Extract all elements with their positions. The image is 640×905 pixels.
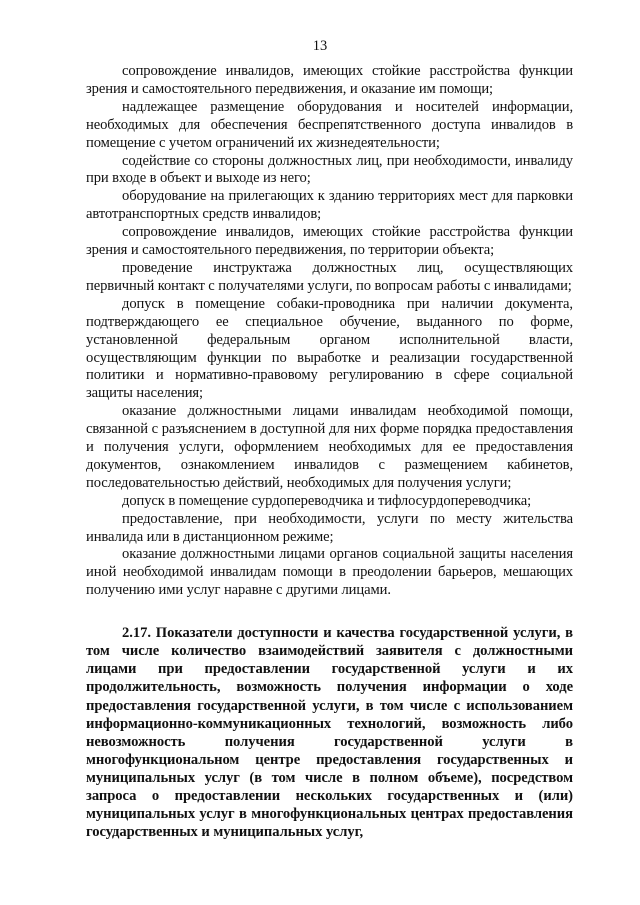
paragraph-10: предоставление, при необходимости, услуги по месту жительства инвалида или в дистанционном режиме; xyxy=(86,510,573,545)
paragraph-8: оказание должностными лицами инвалидам необходимой помощи, связанной с разъяснением в доступной для них форме порядка предоставления и получения услуги, оформлением необходимых для ее предоставления документов, ознакомлением инвалидов с размещением кабинетов, последовательностью действий, необходимых для получения услуги; xyxy=(86,403,573,491)
paragraph-5: сопровождение инвалидов, имеющих стойкие расстройства функции зрения и самостоятельного передвижения, по территории объекта; xyxy=(86,224,573,259)
paragraph-11: оказание должностными лицами органов социальной защиты населения иной необходимой инвалидам помощи в преодолении барьеров, мешающих получению ими услуг наравне с другими лицами. xyxy=(86,546,573,599)
paragraph-4: оборудование на прилегающих к зданию территориях мест для парковки автотранспортных средств инвалидов; xyxy=(86,188,573,223)
paragraph-9: допуск в помещение сурдопереводчика и тифлосурдопереводчика; xyxy=(122,492,532,509)
paragraph-7: допуск в помещение собаки-проводника при наличии документа, подтверждающего ее специальное обучение, выданного по форме, установленной федеральным органом исполнительной власти, осуществляющим функции по выработке и реализации государственной политики и нормативно-правовому регулированию в сфере социальной защиты населения; xyxy=(86,295,573,402)
paragraph-2: надлежащее размещение оборудования и носителей информации, необходимых для обеспечения беспрепятственного доступа инвалидов в помещение с учетом ограничений их жизнедеятельности; xyxy=(86,98,573,151)
page-number: 13 xyxy=(312,38,328,54)
document-body xyxy=(86,63,573,841)
paragraph-6: проведение инструктажа должностных лиц, осуществляющих первичный контакт с получателями услуги, по вопросам работы с инвалидами; xyxy=(86,259,573,294)
paragraph-1: сопровождение инвалидов, имеющих стойкие расстройства функции зрения и самостоятельного передвижения, и оказание им помощи; xyxy=(86,63,573,97)
section-heading: 2.17. Показатели доступности и качества государственной услуги, в том числе количество взаимодействий заявителя с должностными лицами при предоставлении государственной услуги и их продолжительность, возможность получения информации о ходе предоставления государственной услуги, в том числе с использованием информационно-коммуникационных технологий, возможность либо невозможность получения государственной услуги в многофункциональном центре предоставления государственных и муниципальных услуг (в том числе в полном объеме), посредством запроса о предоставлении нескольких государственных и (или) муниципальных услуг в многофункциональных центрах предоставления государственных и муниципальных услуг, xyxy=(86,625,573,841)
paragraph-3: содействие со стороны должностных лиц, при необходимости, инвалиду при входе в объект и выходе из него; xyxy=(86,152,573,187)
